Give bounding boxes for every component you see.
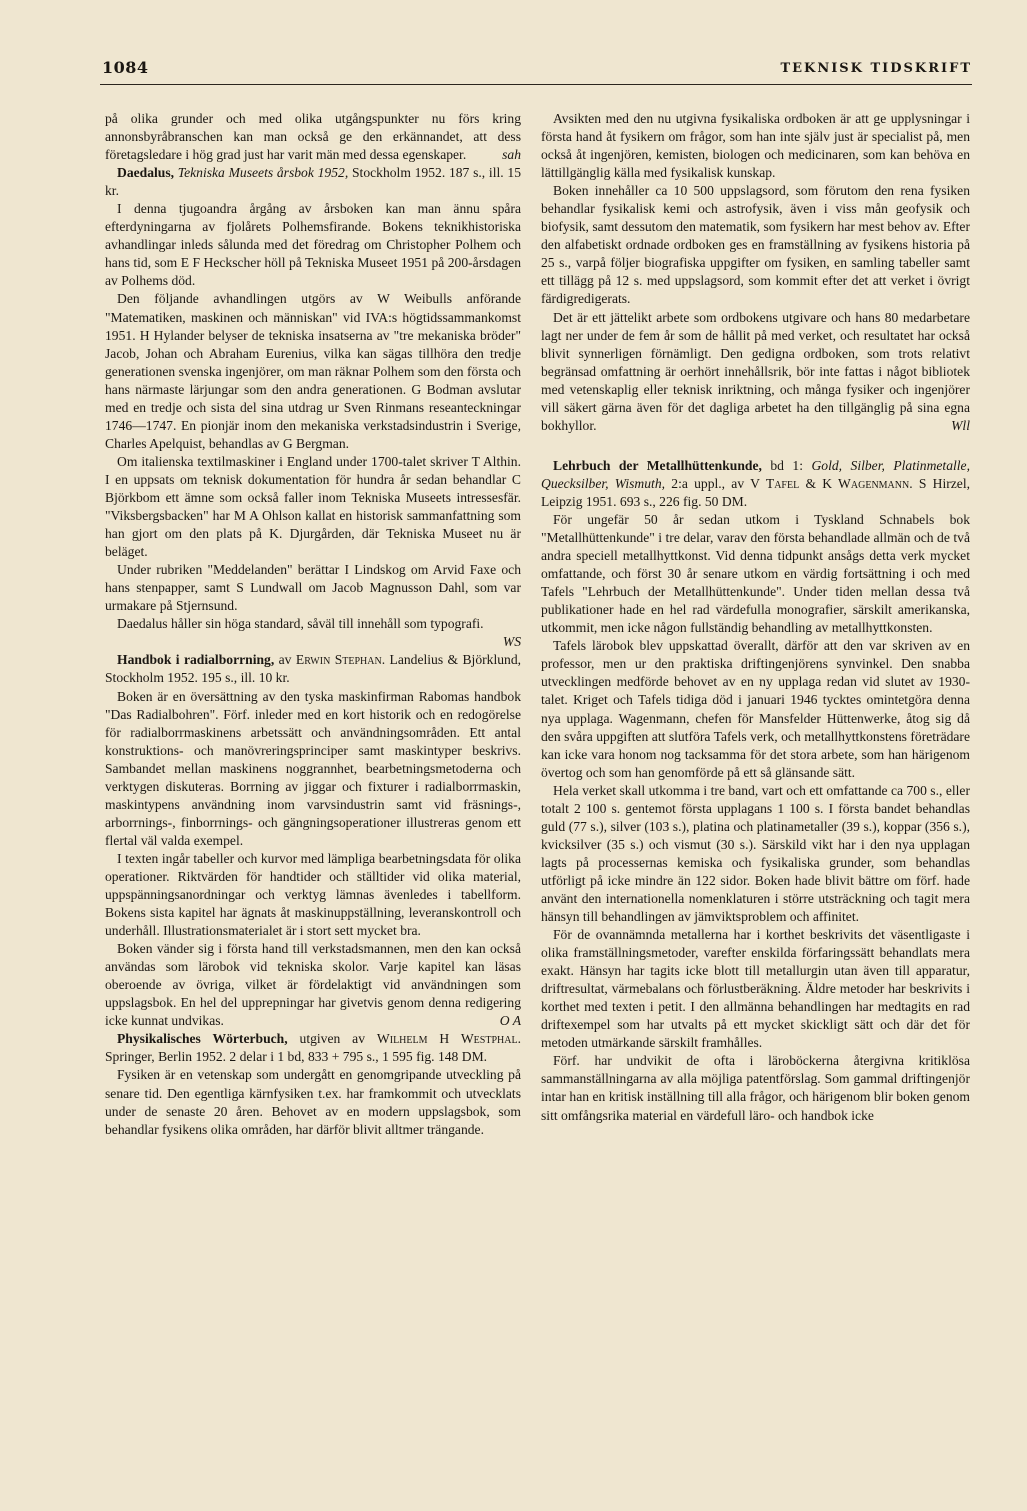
book-title: Handbok i radialborrning, <box>117 652 275 668</box>
review-paragraph: I texten ingår tabeller och kurvor med lämpliga bearbetningsdata för olika operationer. Riktvärden för handtider och ställtider vid olika material, uppspänningsanordningar och verktyg lämnas ävenledes i tabellform. Bokens sista kapitel har ägnats åt maskinuppställning, leveranskontroll och underhåll. Illustrationsmaterialet är i stort sett mycket bra. <box>105 850 521 939</box>
review-heading-daedalus <box>105 164 521 200</box>
publication-info: Springer, Berlin 1952. 2 delar i 1 bd, 833 + 795 s., 1 595 fig. 148 DM. <box>105 1049 488 1065</box>
book-title: Daedalus, <box>117 165 175 181</box>
review-paragraph: Boken är en översättning av den tyska maskinfirman Rabomas handbok "Das Radialbohren". Förf. inleder med en kort historik och en redogörelse för radialborrmaskinens arbetssätt och användningsområden. Ett antal konstruktions- och manövreringsprinciper samt maskintyper beskrivs. Sambandet mellan maskinens noggrannhet, bearbetningsmetoderna och verktygen diskuteras. Borrning av jiggar och fixturer i radialborrmaskin, maskintypens användning inom varvsindustrin samt vid fräsnings-, arborrnings-, finborrnings- och gängningsoperationer illustreras genom ett flertal väl valda exempel. <box>105 688 521 848</box>
review-paragraph: Avsikten med den nu utgivna fysikaliska ordboken är att ge upplysningar i första hand åt fysikern om frågor, som han inte själv just är specialist på, men också åt ingenjören, kemisten, biologen och medicinaren, som kan behöva en lättillgänglig källa med fysikalisk kunskap. <box>541 111 970 181</box>
review-paragraph: För de ovannämnda metallerna har i korthet beskrivits det väsentligaste i olika framställningsmetoder, varefter enskilda förfaringssätt behandlats mera exakt. Hänsyn har tagits icke blott till metallurgin utan även till apparatur, driftresultat, värmebalans och förlustberäkning. Äldre metoder har beskrivits i korthet med texten i petit. I den allmänna behandlingen har medtagits en rad driftexempel som har utvalts på ett mycket skickligt sätt och där det för metoden utmärkande särskilt framhålles. <box>541 927 970 1051</box>
review-paragraph: Om italienska textilmaskiner i England under 1700-talet skriver T Althin. I en uppsats om teknisk dokumentation för hundra år sedan behandlar C Björkbom ett ämne som också faller inom Tekniska Museets intressesfär. "Viksbergsbacken" har M A Ohlson kallat en historisk sammanfattning som han gjort om den plats på K. Djurgården, där Tekniska Museet nu är beläget. <box>105 453 521 560</box>
book-subtitle: Tekniska Museets årsbok 1952, <box>177 165 349 181</box>
review-paragraph: Boken innehåller ca 10 500 uppslagsord, som förutom den rena fysiken behandlar fysikalisk kemi och astrofysik, även i viss mån geofysik och biofysik, samt dessutom den matematik, som fysikern har mest behov av. Efter den alfabetiskt ordnade ordboken ges en framställning av fysikens historia på 25 s., varpå följer biografiska uppgifter om fysiken, en samling tabeller samt ett tillägg på 12 s. med uppslagsord, som kommit efter det att verket i övrigt färdigredigerats. <box>541 183 970 307</box>
review-paragraph: Boken vänder sig i första hand till verkstadsmannen, men den kan också användas som lärobok vid tekniska skolor. Varje kapitel kan läsas oberoende av övriga, vilket är fördelaktigt vid användningen som uppslagsbok. En hel del upprepningar har givetvis genom denna redigering icke kunnat undvikas. O A <box>105 940 521 1030</box>
journal-title: TEKNISK TIDSKRIFT <box>780 61 972 76</box>
signature: Wll <box>951 417 970 433</box>
intro-paragraph: på olika grunder och med olika utgångspunkter nu förs kring annonsbyråbranschen kan man också ge den erkännandet, att dess företagsledare i hög grad just har varit män med dessa egenskaper. sah <box>105 110 521 164</box>
review-heading-handbok: Handbok i radialborrning, av Erwin Stephan. Landelius & Björklund, Stockholm 1952. 195 s., ill. 10 kr. <box>105 652 522 686</box>
signature: WS <box>502 634 521 650</box>
review-paragraph: Den följande avhandlingen utgörs av W Weibulls anförande "Matematiken, maskinen och människan" vid IVA:s högtidssammankomst 1951. H Hylander belyser de tekniska insatserna av "tre mekaniska bröder" Jacob, Johan och Abraham Eurenius, vilka kan sägas tillhöra den tredje generationen svenska ingenjörer, om man räknar Polhem som den första och hans närmaste lärjungar som den andra generationen. G Bodman avslutar med en tredje och sista del sina utdrag ur Sven Rinmans reseanteckningar 1746—1747. En pionjär inom den mekaniska verkstadsindustrin i Sverige, Charles Apelquist, behandlas av G Bergman. <box>105 291 521 451</box>
review-paragraph: Tafels lärobok blev uppskattad överallt, därför att den var skriven av en professor, men ur den praktiska driftingenjörens synvinkel. Den snabba utvecklingen medförde behovet av en ny upplaga redan vid slutet av 1930-talet. Kriget och Tafels tidiga död i januari 1946 tycktes omintetgöra denna nya upplaga. Wagenmann, chefen för Mansfelder Hüttenwerke, åtog sig då den svåra uppgiften att slutföra Tafels verk, och metallhyttkonstens företrädare kan icke vara honom nog tacksamma för det stora arbete, som han härigenom övertog och som han genomförde på ett så glänsande sätt. <box>541 638 970 780</box>
book-author: Wilhelm H Westphal. <box>376 1031 521 1047</box>
signature: O A <box>499 1013 521 1029</box>
review-paragraph: Det är ett jättelikt arbete som ordbokens utgivare och hans 80 medarbetare lagt ner under de fem år som de hållit på med verket, och resultatet har också blivit synnerligen förnämligt. Den gedigna ordboken, som trots relativt begränsad omfattning är oerhört innehållsrik, bör inte fattas i något bibliotek med vetenskaplig eller teknisk inriktning, och många fysiker och ingenjörer vill säkert gärna även för det dagliga arbetet ha den tillgänglig på sina egna bokhyllor. Wll <box>541 309 970 435</box>
review-paragraph: Under rubriken "Meddelanden" berättar I Lindskog om Arvid Faxe och hans stenpapper, samt S Lundwall om Jacob Magnusson Dahl, som var urmakare på Stjernsund. <box>105 562 521 614</box>
review-paragraph: Förf. har undvikit de ofta i läroböckerna återgivna kritiklösa sammanställningarna av alla möjliga patentförslag. Som gammal driftingenjör intar han en kritisk inställning till alla frågor, och härigenom blir boken genom sitt omfångsrika material en värdefull läro- och handbok icke <box>541 1053 970 1123</box>
left-column <box>105 110 521 1139</box>
right-column <box>541 110 970 1125</box>
book-author: Tafel <box>765 475 800 491</box>
signature: sah <box>502 147 521 163</box>
book-title: Physikalisches Wörterbuch, <box>117 1031 288 1047</box>
book-subtitle: Gold, Silber, Platinmetalle, Quecksilber, Wismuth, <box>541 457 970 491</box>
book-author: Erwin Stephan. <box>295 652 386 668</box>
page-header <box>100 58 972 85</box>
review-paragraph: För ungefär 50 år sedan utkom i Tyskland Schnabels bok "Metallhüttenkunde" i tre delar, varav den första behandlade allmän och de två andra speciell metallhyttkonst. Vid denna tidpunkt ansågs detta verk mycket omfattande, och först 30 år senare utkom en värdig fortsättning i och med Tafels "Lehrbuch der Metallhüttenkunde". Under tiden mellan dessa två publikationer hade en hel rad värdefulla monografier, särskilt amerikanska, utkommit, men icke någon fullständig behandling av metallhyttkonsten. <box>541 511 970 636</box>
page-number: 1084 <box>102 58 149 77</box>
review-paragraph: I denna tjugoandra årgång av årsboken kan man ännu spåra efterdyningarna av fjolårets Polhemsfirande. Bokens teknikhistoriska avhandlingar inleds sålunda med det föredrag om Christopher Polhem och hans tid, som E F Heckscher höll på Tekniska Museet 1951 på 200-årsdagen av Polhems död. <box>105 201 521 289</box>
review-paragraph: Fysiken är en vetenskap som undergått en genomgripande utveckling på senare tid. Den egentliga kärnfysiken t.ex. har framkommit och utvecklats under de senaste 20 åren. Behovet av en modern uppslagsbok, som behandlar fysikens olika områden, har därför blivit alltmer trängande. <box>105 1067 521 1137</box>
publication-info: Landelius & Björklund, Stockholm 1952. 195 s., ill. 10 kr. <box>105 652 522 686</box>
review-heading-physik: Physikalisches Wörterbuch, utgiven av Wilhelm H Westphal. Springer, Berlin 1952. 2 delar i 1 bd, 833 + 795 s., 1 595 fig. 148 DM. <box>105 1031 521 1065</box>
book-title: Lehrbuch der Metallhüttenkunde, <box>553 457 762 473</box>
review-paragraph: Daedalus håller sin höga standard, såväl till innehåll som typografi. WS <box>105 615 521 633</box>
review-heading-lehrbuch: Lehrbuch der Metallhüttenkunde, bd 1: Gold, Silber, Platinmetalle, Quecksilber, Wismuth, 2:a uppl., av V Tafel & K Wagenmann. S Hirzel, Leipzig 1951. 693 s., 226 fig. 50 DM. <box>541 457 971 509</box>
publication-info: S Hirzel, Leipzig 1951. 693 s., 226 fig. 50 DM. <box>541 475 971 509</box>
book-author: K Wagenmann. <box>822 475 913 491</box>
review-paragraph: Hela verket skall utkomma i tre band, vart och ett omfattande ca 700 s., eller totalt 2 100 s. gentemot första upplagans 1 100 s. I första bandet behandlas guld (77 s.), silver (103 s.), platina och platinametaller (39 s.), koppar (356 s.), kvicksilver (35 s.) och vismut (30 s.). Särskild vikt har i den nya upplagan lagts på processernas kemiska och fysikaliska grunder, som behandlas utförligt på icke mindre än 122 sidor. Boken hade blivit bättre om förf. hade använt den internationella nomenklaturen i större utsträckning och tagit mera hänsyn till behandlingen av jämviktsproblem och affinitet. <box>541 782 970 925</box>
publication-info: Stockholm 1952. 187 s., ill. 15 kr. <box>105 165 521 199</box>
